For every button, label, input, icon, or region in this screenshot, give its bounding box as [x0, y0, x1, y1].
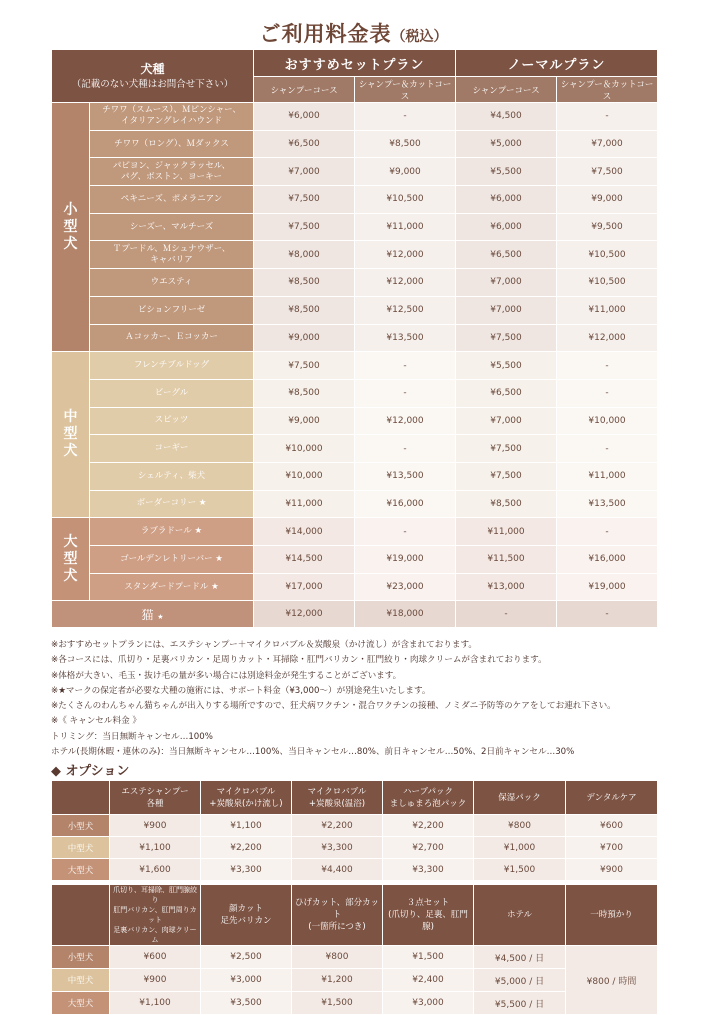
price-cell: -: [557, 352, 658, 380]
price-cell: ¥9,500: [557, 213, 658, 241]
option-price: ¥1,100: [201, 815, 292, 837]
option-row: [52, 859, 658, 881]
option-header-line: 各種: [146, 798, 164, 809]
option-price: ¥2,700: [383, 837, 474, 859]
price-cell: ¥6,500: [254, 130, 355, 158]
category-char: 犬: [63, 235, 78, 252]
table-row: [52, 462, 658, 490]
price-cell: ¥7,000: [456, 296, 557, 324]
price-cell: ¥10,000: [557, 407, 658, 435]
price-cell: ¥7,500: [557, 158, 658, 186]
course-header: シャンプー＆カットコース: [557, 77, 658, 103]
option-header: [201, 885, 292, 946]
price-cell: ¥6,500: [456, 379, 557, 407]
option-price: ¥3,300: [201, 859, 292, 881]
options-table-1: [51, 780, 658, 881]
option-header-line: 肛門バリカン、肛門周りカット: [113, 906, 197, 924]
note-line: ※《 キャンセル料金 》: [51, 716, 142, 727]
option-header: [383, 781, 474, 815]
table-row: [52, 186, 658, 214]
table-row: [52, 296, 658, 324]
breed-name: [90, 269, 254, 297]
breed-name: [90, 324, 254, 352]
course-header: シャンプーコース: [254, 77, 355, 103]
option-header: [292, 781, 383, 815]
breed-name: [90, 518, 254, 546]
breed-line: ビションフリーゼ: [137, 304, 206, 315]
option-price: ¥700: [566, 837, 658, 859]
price-cell: -: [355, 379, 456, 407]
breed-line: ペキニーズ、ポメラニアン: [120, 193, 223, 204]
price-cell: ¥7,500: [254, 213, 355, 241]
price-cell: ¥16,000: [355, 490, 456, 518]
price-cell: -: [355, 103, 456, 131]
price-cell: ¥7,000: [557, 130, 658, 158]
price-cell: ¥10,000: [254, 435, 355, 463]
breed-line: シーズー、マルチーズ: [129, 221, 214, 232]
table-row: [52, 269, 658, 297]
option-header-line: ３点セット: [406, 898, 450, 908]
breed-line: ビーグル: [154, 387, 189, 398]
option-price: ¥1,500: [292, 992, 383, 1015]
small-dog-section: [52, 103, 658, 352]
price-cell: ¥6,000: [456, 186, 557, 214]
category-char: 中: [63, 409, 78, 426]
price-cell: ¥10,500: [557, 269, 658, 297]
option-header-line: 足裏バリカン、肉球クリーム: [113, 926, 197, 944]
breed-name: [90, 103, 254, 131]
breed-name: [90, 490, 254, 518]
table-row: [52, 158, 658, 186]
price-cell: -: [456, 601, 557, 628]
price-cell: ¥7,000: [456, 407, 557, 435]
option-price: ¥3,000: [383, 992, 474, 1015]
option-header-line: マイクロバブル: [307, 786, 367, 797]
table-row: [52, 573, 658, 601]
breed-name: [90, 241, 254, 269]
category-label: [52, 518, 90, 601]
price-table: [51, 49, 658, 628]
table-row: [52, 490, 658, 518]
option-row: [52, 837, 658, 859]
option-price: ¥600: [110, 946, 201, 969]
category-char: 犬: [63, 443, 78, 460]
note-line: トリミング：当日無断キャンセル…100%: [51, 731, 213, 742]
option-price: ¥4,500 / 日: [474, 946, 566, 969]
price-cell: ¥4,500: [456, 103, 557, 131]
medium-dog-section: [52, 352, 658, 518]
category-char: 型: [63, 218, 78, 235]
option-header-line: ひげカット、部分カット: [294, 898, 380, 920]
price-cell: ¥7,500: [456, 324, 557, 352]
course-header: シャンプーコース: [456, 77, 557, 103]
notes: [51, 638, 671, 760]
category-label: [52, 352, 90, 518]
breed-name: [90, 462, 254, 490]
note-line: ホテル(長期休暇・連休のみ)：当日無断キャンセル…100%、当日キャンセル…80%、前日キャンセル…50%、2日前キャンセル…30%: [51, 747, 575, 758]
price-cell: ¥7,000: [254, 158, 355, 186]
breed-line: シェルティ、柴犬: [137, 470, 206, 481]
size-label: 大型犬: [52, 992, 110, 1015]
price-cell: -: [355, 518, 456, 546]
price-cell: ¥19,000: [355, 546, 456, 574]
price-cell: ¥7,500: [254, 352, 355, 380]
option-header: [383, 885, 474, 946]
option-header-line: +炭酸泉(温浴): [308, 798, 366, 809]
option-price: ¥1,500: [383, 946, 474, 969]
breed-line: キャバリア: [150, 254, 193, 265]
option-header-line: 保湿パック: [498, 792, 541, 803]
price-cell: ¥13,000: [456, 573, 557, 601]
price-cell: ¥8,000: [254, 241, 355, 269]
price-cell: ¥14,000: [254, 518, 355, 546]
breed-name: [90, 186, 254, 214]
breed-line: ラブラドール ★: [140, 526, 203, 537]
breed-name: [90, 435, 254, 463]
price-cell: ¥14,500: [254, 546, 355, 574]
price-cell: ¥6,500: [456, 241, 557, 269]
option-price: ¥2,500: [201, 946, 292, 969]
price-cell: ¥9,000: [557, 186, 658, 214]
breed-line: チワワ（スムース）、Ｍピンシャー、: [102, 105, 241, 116]
price-cell: ¥10,500: [557, 241, 658, 269]
table-row: [52, 130, 658, 158]
breed-line: ボーダーコリー ★: [136, 498, 207, 509]
price-cell: ¥12,000: [355, 269, 456, 297]
price-cell: ¥13,500: [355, 462, 456, 490]
course-header: シャンプー＆カットコース: [355, 77, 456, 103]
price-cell: ¥9,000: [254, 407, 355, 435]
option-header-line: デンタルケア: [586, 792, 637, 803]
category-char: 型: [63, 426, 78, 443]
price-cell: ¥17,000: [254, 573, 355, 601]
option-header: [292, 885, 383, 946]
price-cell: -: [557, 518, 658, 546]
breed-name: [90, 213, 254, 241]
note-line: ※たくさんのわんちゃん猫ちゃんが出入りする場所ですので、狂犬病ワクチン・混合ワクチンの接種、ノミダニ予防等のケアをしてお連れ下さい。: [51, 701, 616, 712]
option-price: ¥800: [292, 946, 383, 969]
breed-line: パグ、ボストン、ヨーキー: [121, 171, 222, 182]
size-label: 小型犬: [52, 815, 110, 837]
breed-line: Ａコッカー、Ｅコッカー: [125, 332, 218, 343]
option-price: ¥2,400: [383, 969, 474, 992]
breed-header: 犬種 （記載のない犬種はお問合せ下さい）: [52, 50, 254, 103]
price-cell: ¥7,500: [456, 435, 557, 463]
option-header-line: 顔カット: [229, 904, 263, 914]
options-title: ◆ オプション: [51, 764, 130, 779]
price-cell: ¥7,000: [456, 269, 557, 297]
price-cell: ¥7,500: [254, 186, 355, 214]
option-price: ¥1,200: [292, 969, 383, 992]
option-price: ¥1,100: [110, 992, 201, 1015]
option-price: ¥1,500: [474, 859, 566, 881]
breed-line: フレンチブルドッグ: [133, 360, 210, 371]
price-cell: ¥13,500: [355, 324, 456, 352]
price-cell: ¥5,500: [456, 158, 557, 186]
price-cell: ¥9,000: [254, 324, 355, 352]
option-header: [566, 781, 658, 815]
price-cell: -: [557, 379, 658, 407]
breed-line: コーギー: [154, 443, 189, 454]
price-cell: ¥5,500: [456, 352, 557, 380]
breed-line: ゴールデンレトリーバー ★: [120, 553, 223, 564]
price-cell: ¥23,000: [355, 573, 456, 601]
note-line: ※各コースには、爪切り・足裏バリカン・足周りカット・耳掃除・肛門バリカン・肛門絞り・肉球クリームが含まれております。: [51, 655, 547, 666]
breed-name: [90, 379, 254, 407]
category-char: 型: [63, 550, 78, 567]
table-row: [52, 352, 658, 380]
option-header: [566, 885, 658, 946]
price-cell: ¥6,000: [254, 103, 355, 131]
option-header: [110, 885, 201, 946]
option-header-line: エステシャンプー: [121, 786, 189, 797]
price-cell: ¥13,500: [557, 490, 658, 518]
size-label: 大型犬: [52, 859, 110, 881]
option-price: ¥2,200: [292, 815, 383, 837]
breed-line: Ｔプードル、Ｍシュナウザー、: [112, 243, 231, 254]
breed-line: イタリアングレイハウンド: [121, 116, 222, 127]
option-price: ¥3,500: [201, 992, 292, 1015]
hourly-care-price: ¥800 / 時間: [566, 946, 658, 1015]
price-cell: ¥19,000: [557, 573, 658, 601]
option-price: ¥3,300: [292, 837, 383, 859]
note-line: ※体格が大きい、毛玉・抜け毛の量が多い場合には別途料金が発生することがございます。: [51, 670, 402, 681]
price-cell: ¥12,500: [355, 296, 456, 324]
price-cell: ¥18,000: [355, 601, 456, 628]
option-price: ¥900: [110, 969, 201, 992]
plan-recommended: おすすめセットプラン: [254, 50, 456, 77]
option-price: ¥3,000: [201, 969, 292, 992]
option-header-line: ましゅまろ泡パック: [389, 798, 467, 809]
options-table-2: [51, 884, 658, 1015]
price-cell: -: [557, 601, 658, 628]
price-cell: ¥11,000: [355, 213, 456, 241]
option-row: [52, 946, 658, 969]
corner-cell: [52, 781, 110, 815]
size-label: 中型犬: [52, 969, 110, 992]
price-cell: ¥11,000: [456, 518, 557, 546]
breed-name: [90, 546, 254, 574]
option-header-line: 一時預かり: [590, 910, 633, 920]
corner-cell: [52, 885, 110, 946]
price-cell: ¥5,000: [456, 130, 557, 158]
option-header-line: マイクロバブル: [216, 786, 276, 797]
option-price: ¥900: [110, 815, 201, 837]
breed-line: スピッツ: [154, 415, 189, 426]
price-cell: ¥12,000: [254, 601, 355, 628]
table-row: [52, 379, 658, 407]
table-row: [52, 407, 658, 435]
note-line: ※★マークの保定者が必要な犬種の施術には、サポート料金（¥3,000〜）が別途発生いたします。: [51, 685, 431, 696]
table-row: [52, 546, 658, 574]
option-header: [110, 781, 201, 815]
price-cell: -: [557, 435, 658, 463]
title-main: ご利用料金表: [259, 22, 392, 46]
price-cell: ¥6,000: [456, 213, 557, 241]
price-cell: ¥8,500: [254, 269, 355, 297]
category-char: 大: [63, 533, 78, 550]
price-cell: ¥16,000: [557, 546, 658, 574]
price-cell: ¥11,000: [254, 490, 355, 518]
option-price: ¥3,300: [383, 859, 474, 881]
price-cell: -: [355, 352, 456, 380]
option-price: ¥4,400: [292, 859, 383, 881]
price-cell: ¥10,000: [254, 462, 355, 490]
option-header-line: 爪切り、耳掃除、肛門腺絞り: [113, 886, 197, 904]
option-price: ¥1,600: [110, 859, 201, 881]
table-row: [52, 435, 658, 463]
breed-name: [90, 158, 254, 186]
price-cell: ¥11,500: [456, 546, 557, 574]
option-price: ¥600: [566, 815, 658, 837]
price-cell: ¥12,000: [355, 241, 456, 269]
table-row: [52, 103, 658, 131]
option-price: ¥2,200: [201, 837, 292, 859]
price-cell: ¥8,500: [254, 296, 355, 324]
option-header-line: +炭酸泉(かけ流し): [209, 798, 283, 809]
option-header: [474, 885, 566, 946]
breed-name: [90, 407, 254, 435]
option-price: ¥5,000 / 日: [474, 969, 566, 992]
option-row: [52, 815, 658, 837]
breed-name: [90, 130, 254, 158]
option-price: ¥2,200: [383, 815, 474, 837]
price-cell: ¥11,000: [557, 462, 658, 490]
breed-name: [90, 352, 254, 380]
option-price: ¥1,000: [474, 837, 566, 859]
plan-normal: ノーマルプラン: [456, 50, 658, 77]
category-char: 小: [63, 201, 78, 218]
breed-name: [90, 296, 254, 324]
option-header-line: (一箇所につき): [308, 922, 366, 932]
page-title: [0, 18, 707, 48]
price-cell: ¥8,500: [254, 379, 355, 407]
note-line: ※おすすめセットプランには、エステシャンプー＋マイクロバブル＆炭酸泉（かけ流し）が含まれております。: [51, 640, 477, 650]
price-cell: ¥12,000: [355, 407, 456, 435]
breed-name: [90, 573, 254, 601]
option-header-line: ホテル: [506, 910, 533, 920]
table-row: [52, 213, 658, 241]
breed-line: パピヨン、ジャックラッセル、: [112, 160, 231, 171]
breed-line: ウエスティ: [150, 276, 193, 287]
category-char: 犬: [63, 567, 78, 584]
breed-line: スタンダードプードル ★: [124, 581, 219, 592]
option-price: ¥900: [566, 859, 658, 881]
price-cell: ¥9,000: [355, 158, 456, 186]
option-price: ¥5,500 / 日: [474, 992, 566, 1015]
price-cell: ¥8,500: [456, 490, 557, 518]
table-row: [52, 241, 658, 269]
price-cell: ¥7,500: [456, 462, 557, 490]
option-price: ¥1,100: [110, 837, 201, 859]
option-header-line: (爪切り、足裏、肛門腺): [388, 910, 468, 932]
breed-line: チワワ（ロング）、Ｍダックス: [114, 138, 229, 149]
category-label: [52, 103, 90, 352]
option-header-line: 足先バリカン: [220, 916, 272, 926]
title-tax-note: （税込）: [391, 29, 448, 45]
table-row: [52, 518, 658, 546]
price-cell: -: [355, 435, 456, 463]
option-header-line: ハーブパック: [403, 786, 453, 797]
price-cell: ¥10,500: [355, 186, 456, 214]
price-cell: ¥11,000: [557, 296, 658, 324]
price-cell: ¥8,500: [355, 130, 456, 158]
size-label: 小型犬: [52, 946, 110, 969]
cat-row: [52, 601, 658, 628]
size-label: 中型犬: [52, 837, 110, 859]
cat-label: 猫 ★: [52, 601, 254, 628]
option-price: ¥800: [474, 815, 566, 837]
option-header: [201, 781, 292, 815]
option-header: [474, 781, 566, 815]
price-cell: ¥12,000: [557, 324, 658, 352]
price-cell: -: [557, 103, 658, 131]
table-row: [52, 324, 658, 352]
large-dog-section: [52, 518, 658, 601]
